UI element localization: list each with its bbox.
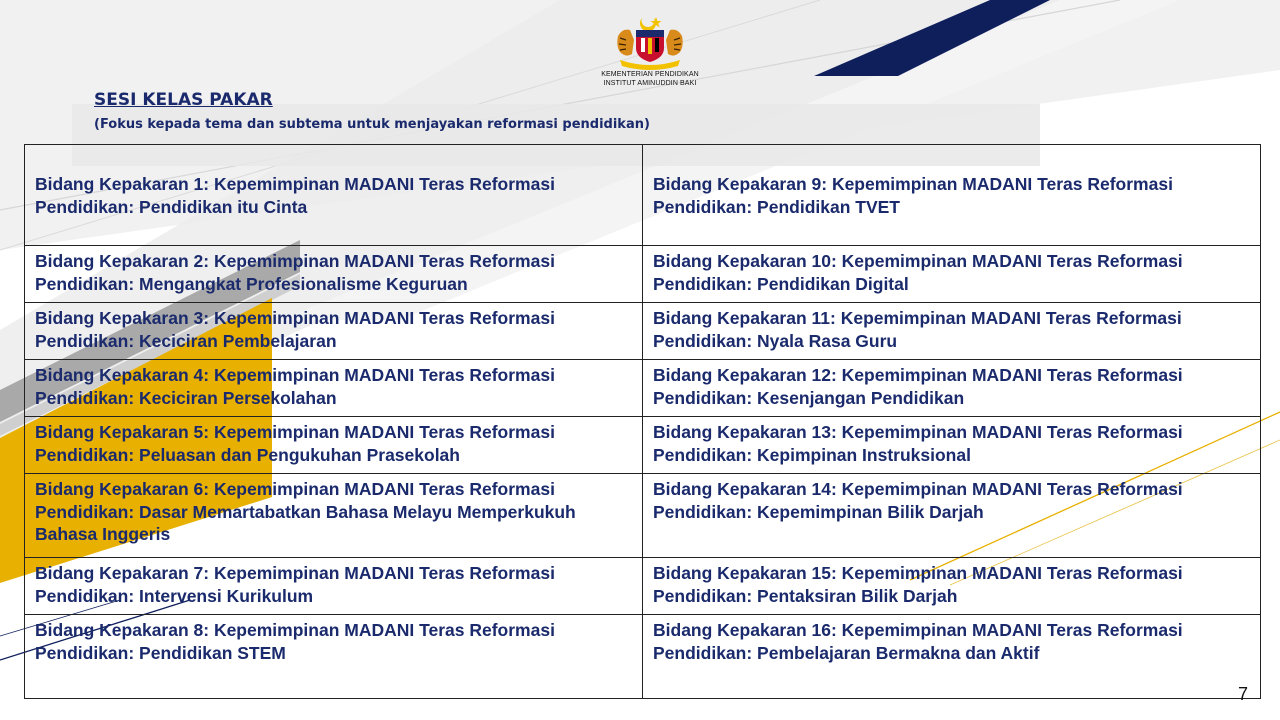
table-cell: Bidang Kepakaran 4: Kepemimpinan MADANI Teras Reformasi Pendidikan: Keciciran Persekolahan: [25, 360, 643, 417]
table-cell: Bidang Kepakaran 16: Kepemimpinan MADANI Teras Reformasi Pendidikan: Pembelajaran Bermakna dan Aktif: [643, 615, 1261, 699]
table-cell: Bidang Kepakaran 11: Kepemimpinan MADANI Teras Reformasi Pendidikan: Nyala Rasa Guru: [643, 303, 1261, 360]
table-cell: Bidang Kepakaran 12: Kepemimpinan MADANI Teras Reformasi Pendidikan: Kesenjangan Pendidikan: [643, 360, 1261, 417]
table-cell: Bidang Kepakaran 9: Kepemimpinan MADANI Teras Reformasi Pendidikan: Pendidikan TVET: [643, 145, 1261, 246]
table-cell: Bidang Kepakaran 8: Kepemimpinan MADANI Teras Reformasi Pendidikan: Pendidikan STEM: [25, 615, 643, 699]
coat-of-arms-icon: [610, 14, 690, 70]
table-row: [25, 303, 1261, 360]
table-cell: Bidang Kepakaran 13: Kepemimpinan MADANI Teras Reformasi Pendidikan: Kepimpinan Instruksional: [643, 417, 1261, 474]
table-row: [25, 615, 1261, 699]
table-cell: Bidang Kepakaran 1: Kepemimpinan MADANI Teras Reformasi Pendidikan: Pendidikan itu Cinta: [25, 145, 643, 246]
table-cell: Bidang Kepakaran 3: Kepemimpinan MADANI Teras Reformasi Pendidikan: Keciciran Pembelajaran: [25, 303, 643, 360]
table-row: [25, 145, 1261, 246]
page-number: 7: [1238, 684, 1249, 704]
table-row: [25, 474, 1261, 558]
table-row: [25, 360, 1261, 417]
table-row: [25, 417, 1261, 474]
table-cell: Bidang Kepakaran 6: Kepemimpinan MADANI Teras Reformasi Pendidikan: Dasar Memartabatkan Bahasa Melayu Memperkukuh Bahasa Inggeris: [25, 474, 643, 558]
table-cell: Bidang Kepakaran 5: Kepemimpinan MADANI Teras Reformasi Pendidikan: Peluasan dan Pengukuhan Prasekolah: [25, 417, 643, 474]
logo-line-ministry: KEMENTERIAN PENDIDIKAN: [601, 71, 699, 78]
table-cell: Bidang Kepakaran 7: Kepemimpinan MADANI Teras Reformasi Pendidikan: Intervensi Kurikulum: [25, 558, 643, 615]
page-subtitle: (Fokus kepada tema dan subtema untuk menjayakan reformasi pendidikan): [94, 117, 650, 132]
page-title: SESI KELAS PAKAR: [94, 90, 273, 110]
table-row: [25, 558, 1261, 615]
expertise-table: [24, 144, 1261, 699]
table-cell: Bidang Kepakaran 14: Kepemimpinan MADANI Teras Reformasi Pendidikan: Kepemimpinan Bilik Darjah: [643, 474, 1261, 558]
table-cell: Bidang Kepakaran 15: Kepemimpinan MADANI Teras Reformasi Pendidikan: Pentaksiran Bilik Darjah: [643, 558, 1261, 615]
table-cell: Bidang Kepakaran 2: Kepemimpinan MADANI Teras Reformasi Pendidikan: Mengangkat Profesionalisme Keguruan: [25, 246, 643, 303]
table-cell: Bidang Kepakaran 10: Kepemimpinan MADANI Teras Reformasi Pendidikan: Pendidikan Digital: [643, 246, 1261, 303]
table-row: [25, 246, 1261, 303]
logo: [588, 14, 712, 88]
logo-line-institute: INSTITUT AMINUDDIN BAKI: [603, 80, 697, 87]
